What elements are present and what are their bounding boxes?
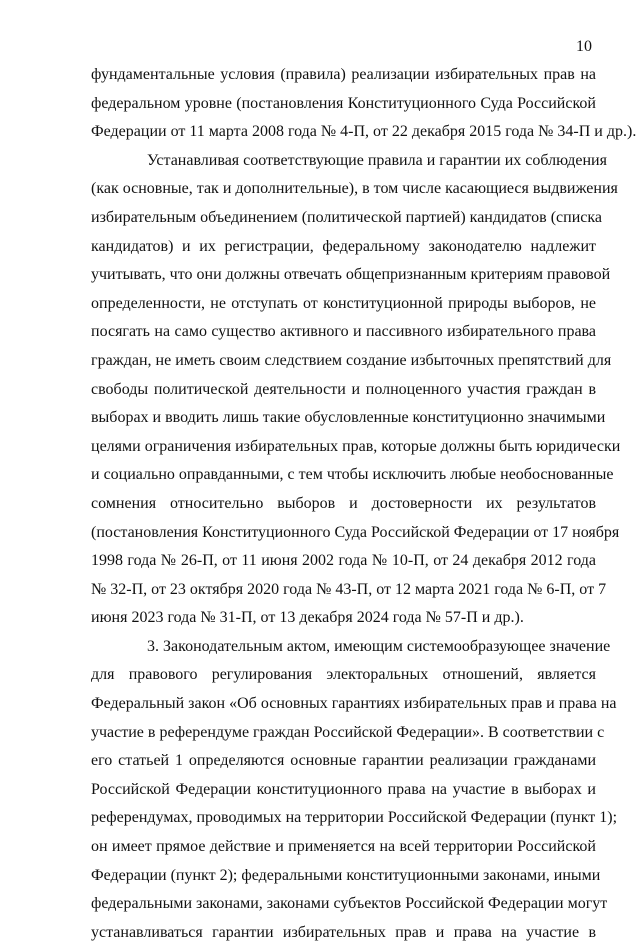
text-line: определенности, не отступать от конституционной природы выборов, не (91, 294, 596, 312)
text-line: федеральными законами, законами субъектов Российской Федерации могут (91, 895, 608, 913)
text-line: фундаментальные условия (правила) реализации избирательных прав на (91, 66, 596, 83)
paragraph (91, 147, 621, 633)
text-line: свободы политической деятельности и полноценного участия граждан в (91, 380, 596, 398)
paragraph (91, 61, 637, 147)
text-line: он имеет прямое действие и применяется на всей территории Российской (91, 838, 596, 856)
paragraph (91, 633, 618, 947)
text-line: выборах и вводить лишь такие обусловленные конституционно значимыми (91, 409, 606, 427)
text-line: Федерации (пункт 2); федеральными конституционными законами, иными (91, 866, 601, 884)
text-line: целями ограничения избирательных прав, которые должны быть юридически (91, 437, 621, 455)
text-line: Российской Федерации конституционного права на участие в выборах и (91, 780, 596, 798)
text-line: № 32-П, от 23 октября 2020 года № 43-П, от 12 марта 2021 года № 6-П, от 7 (91, 580, 607, 598)
text-line: граждан, не иметь своим следствием создание избыточных препятствий для (91, 351, 612, 369)
text-line: его статьей 1 определяются основные гарантии реализации гражданами (91, 752, 596, 770)
text-line: и социально оправданными, с тем чтобы исключить любые необоснованные (91, 466, 614, 484)
text-line: кандидатов) и их регистрации, федеральному законодателю надлежит (91, 237, 596, 255)
text-line: (постановления Конституционного Суда Российской Федерации от 17 ноября (91, 523, 620, 541)
text-line: федеральном уровне (постановления Конституционного Суда Российской (91, 94, 596, 112)
text-line: устанавливаться гарантии избирательных прав и права на участие в (91, 923, 596, 941)
document-body (91, 61, 637, 947)
text-line: Устанавливая соответствующие правила и гарантии их соблюдения (147, 151, 607, 169)
page-number: 10 (576, 38, 592, 55)
text-line: 3. Законодательным актом, имеющим системообразующее значение (147, 637, 611, 655)
text-line: Федерации от 11 марта 2008 года № 4-П, от 22 декабря 2015 года № 34-П и др.). (91, 123, 637, 141)
text-line: участие в референдуме граждан Российской Федерации». В соответствии с (91, 723, 605, 741)
text-line: сомнения относительно выборов и достоверности их результатов (91, 494, 596, 512)
text-line: учитывать, что они должны отвечать общепризнанным критериям правовой (91, 266, 611, 284)
text-line: посягать на само существо активного и пассивного избирательного права (91, 323, 596, 341)
text-line: избирательным объединением (политической партией) кандидатов (списка (91, 208, 603, 226)
text-line: 1998 года № 26-П, от 11 июня 2002 года № 10-П, от 24 декабря 2012 года (91, 552, 596, 570)
text-line: Федеральный закон «Об основных гарантиях избирательных прав и права на (91, 695, 617, 713)
text-line: июня 2023 года № 31-П, от 13 декабря 2024 года № 57-П и др.). (91, 609, 524, 627)
text-line: для правового регулирования электоральных отношений, является (91, 666, 596, 684)
text-line: (как основные, так и дополнительные), в том числе касающиеся выдвижения (91, 180, 618, 198)
text-line: референдумах, проводимых на территории Российской Федерации (пункт 1); (91, 809, 618, 827)
